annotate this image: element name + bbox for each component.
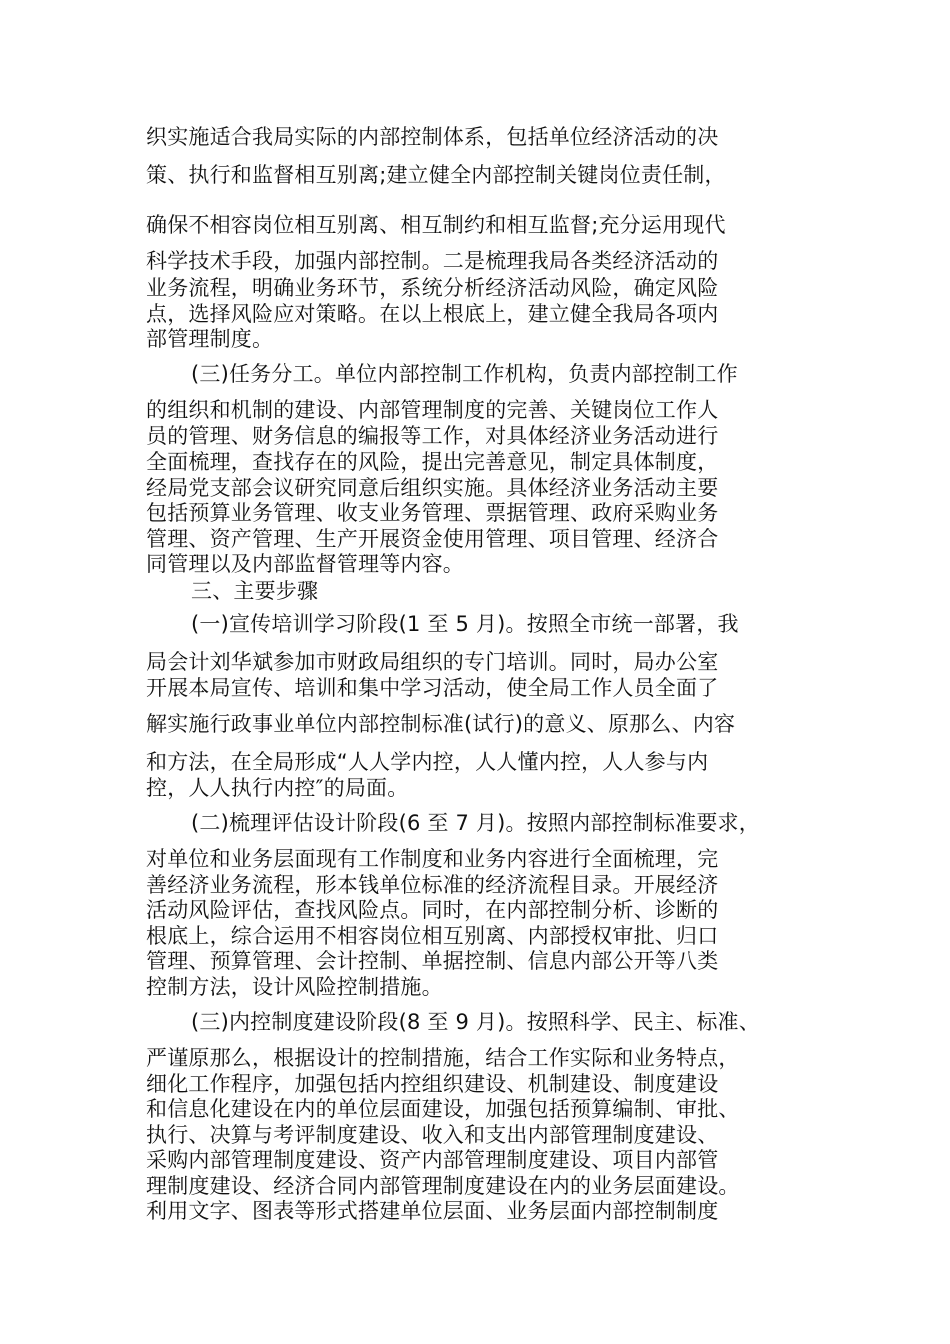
- text-line: 控制方法，设计风险控制措施。: [146, 975, 443, 999]
- text-line: 善经济业务流程，形本钱单位标准的经济流程目录。开展经济: [146, 873, 719, 897]
- text-line: 管理、资产管理、生产开展资金使用管理、项目管理、经济合: [146, 527, 719, 551]
- text-line: 理制度建设、经济合同内部管理制度建设在内的业务层面建设。: [146, 1174, 740, 1198]
- text-line: 局会计刘华斌参加市财政局组织的专门培训。同时，局办公室: [146, 650, 719, 674]
- text-line: 部管理制度。: [146, 327, 274, 351]
- text-line: 业务流程，明确业务环节，系统分析经济活动风险，确定风险: [146, 276, 719, 300]
- text-line: 包括预算业务管理、收支业务管理、票据管理、政府采购业务: [146, 501, 719, 525]
- text-line: 执行、决算与考评制度建设、收入和支出内部管理制度建设、: [146, 1123, 719, 1147]
- paragraph-heading: (一)宣传培训学习阶段(1 至 5 月)。按照全市统一部署，我: [191, 612, 739, 636]
- text-line: 和方法，在全局形成“人人学内控，人人懂内控，人人参与内: [146, 750, 709, 774]
- text-line: 利用文字、图表等形式搭建单位层面、业务层面内部控制制度: [146, 1199, 719, 1223]
- text-line: 管理、预算管理、会计控制、单据控制、信息内部公开等八类: [146, 949, 719, 973]
- section-heading: 三、主要步骤: [191, 579, 319, 603]
- text-line: 的组织和机制的建设、内部管理制度的完善、关键岗位工作人: [146, 398, 719, 422]
- paragraph-heading: (二)梳理评估设计阶段(6 至 7 月)。按照内部控制标准要求，: [191, 811, 760, 835]
- text-line: 根底上，综合运用不相容岗位相互别离、内部授权审批、归口: [146, 924, 719, 948]
- text-line: 同管理以及内部监督管理等内容。: [146, 552, 464, 576]
- text-line: 全面梳理，查找存在的风险，提出完善意见，制定具体制度，: [146, 450, 719, 474]
- text-line: 和信息化建设在内的单位层面建设，加强包括预算编制、审批、: [146, 1097, 740, 1121]
- text-line: 科学技术手段，加强内部控制。二是梳理我局各类经济活动的: [146, 249, 719, 273]
- text-line: 织实施适合我局实际的内部控制体系，包括单位经济活动的决: [146, 125, 719, 149]
- text-line: 采购内部管理制度建设、资产内部管理制度建设、项目内部管: [146, 1148, 719, 1172]
- paragraph-heading: (三)任务分工。单位内部控制工作机构，负责内部控制工作: [191, 362, 738, 386]
- text-line: 点，选择风险应对策略。在以上根底上，建立健全我局各项内: [146, 302, 719, 326]
- text-line: 控，人人执行内控″的局面。: [146, 776, 409, 800]
- text-line: 确保不相容岗位相互别离、相互制约和相互监督;充分运用现代: [146, 213, 726, 237]
- text-line: 严谨原那么，根据设计的控制措施，结合工作实际和业务特点，: [146, 1046, 740, 1070]
- paragraph-heading: (三)内控制度建设阶段(8 至 9 月)。按照科学、民主、标准、: [191, 1010, 760, 1034]
- text-line: 策、执行和监督相互别离;建立健全内部控制关键岗位责任制，: [146, 163, 726, 187]
- text-line: 细化工作程序，加强包括内控组织建设、机制建设、制度建设: [146, 1072, 719, 1096]
- text-line: 经局党支部会议研究同意后组织实施。具体经济业务活动主要: [146, 476, 719, 500]
- text-line: 员的管理、财务信息的编报等工作，对具体经济业务活动进行: [146, 424, 719, 448]
- text-line: 活动风险评估，查找风险点。同时，在内部控制分析、诊断的: [146, 898, 719, 922]
- text-line: 开展本局宣传、培训和集中学习活动，使全局工作人员全面了: [146, 676, 719, 700]
- text-line: 对单位和业务层面现有工作制度和业务内容进行全面梳理，完: [146, 847, 719, 871]
- text-line: 解实施行政事业单位内部控制标准(试行)的意义、原那么、内容: [146, 712, 736, 736]
